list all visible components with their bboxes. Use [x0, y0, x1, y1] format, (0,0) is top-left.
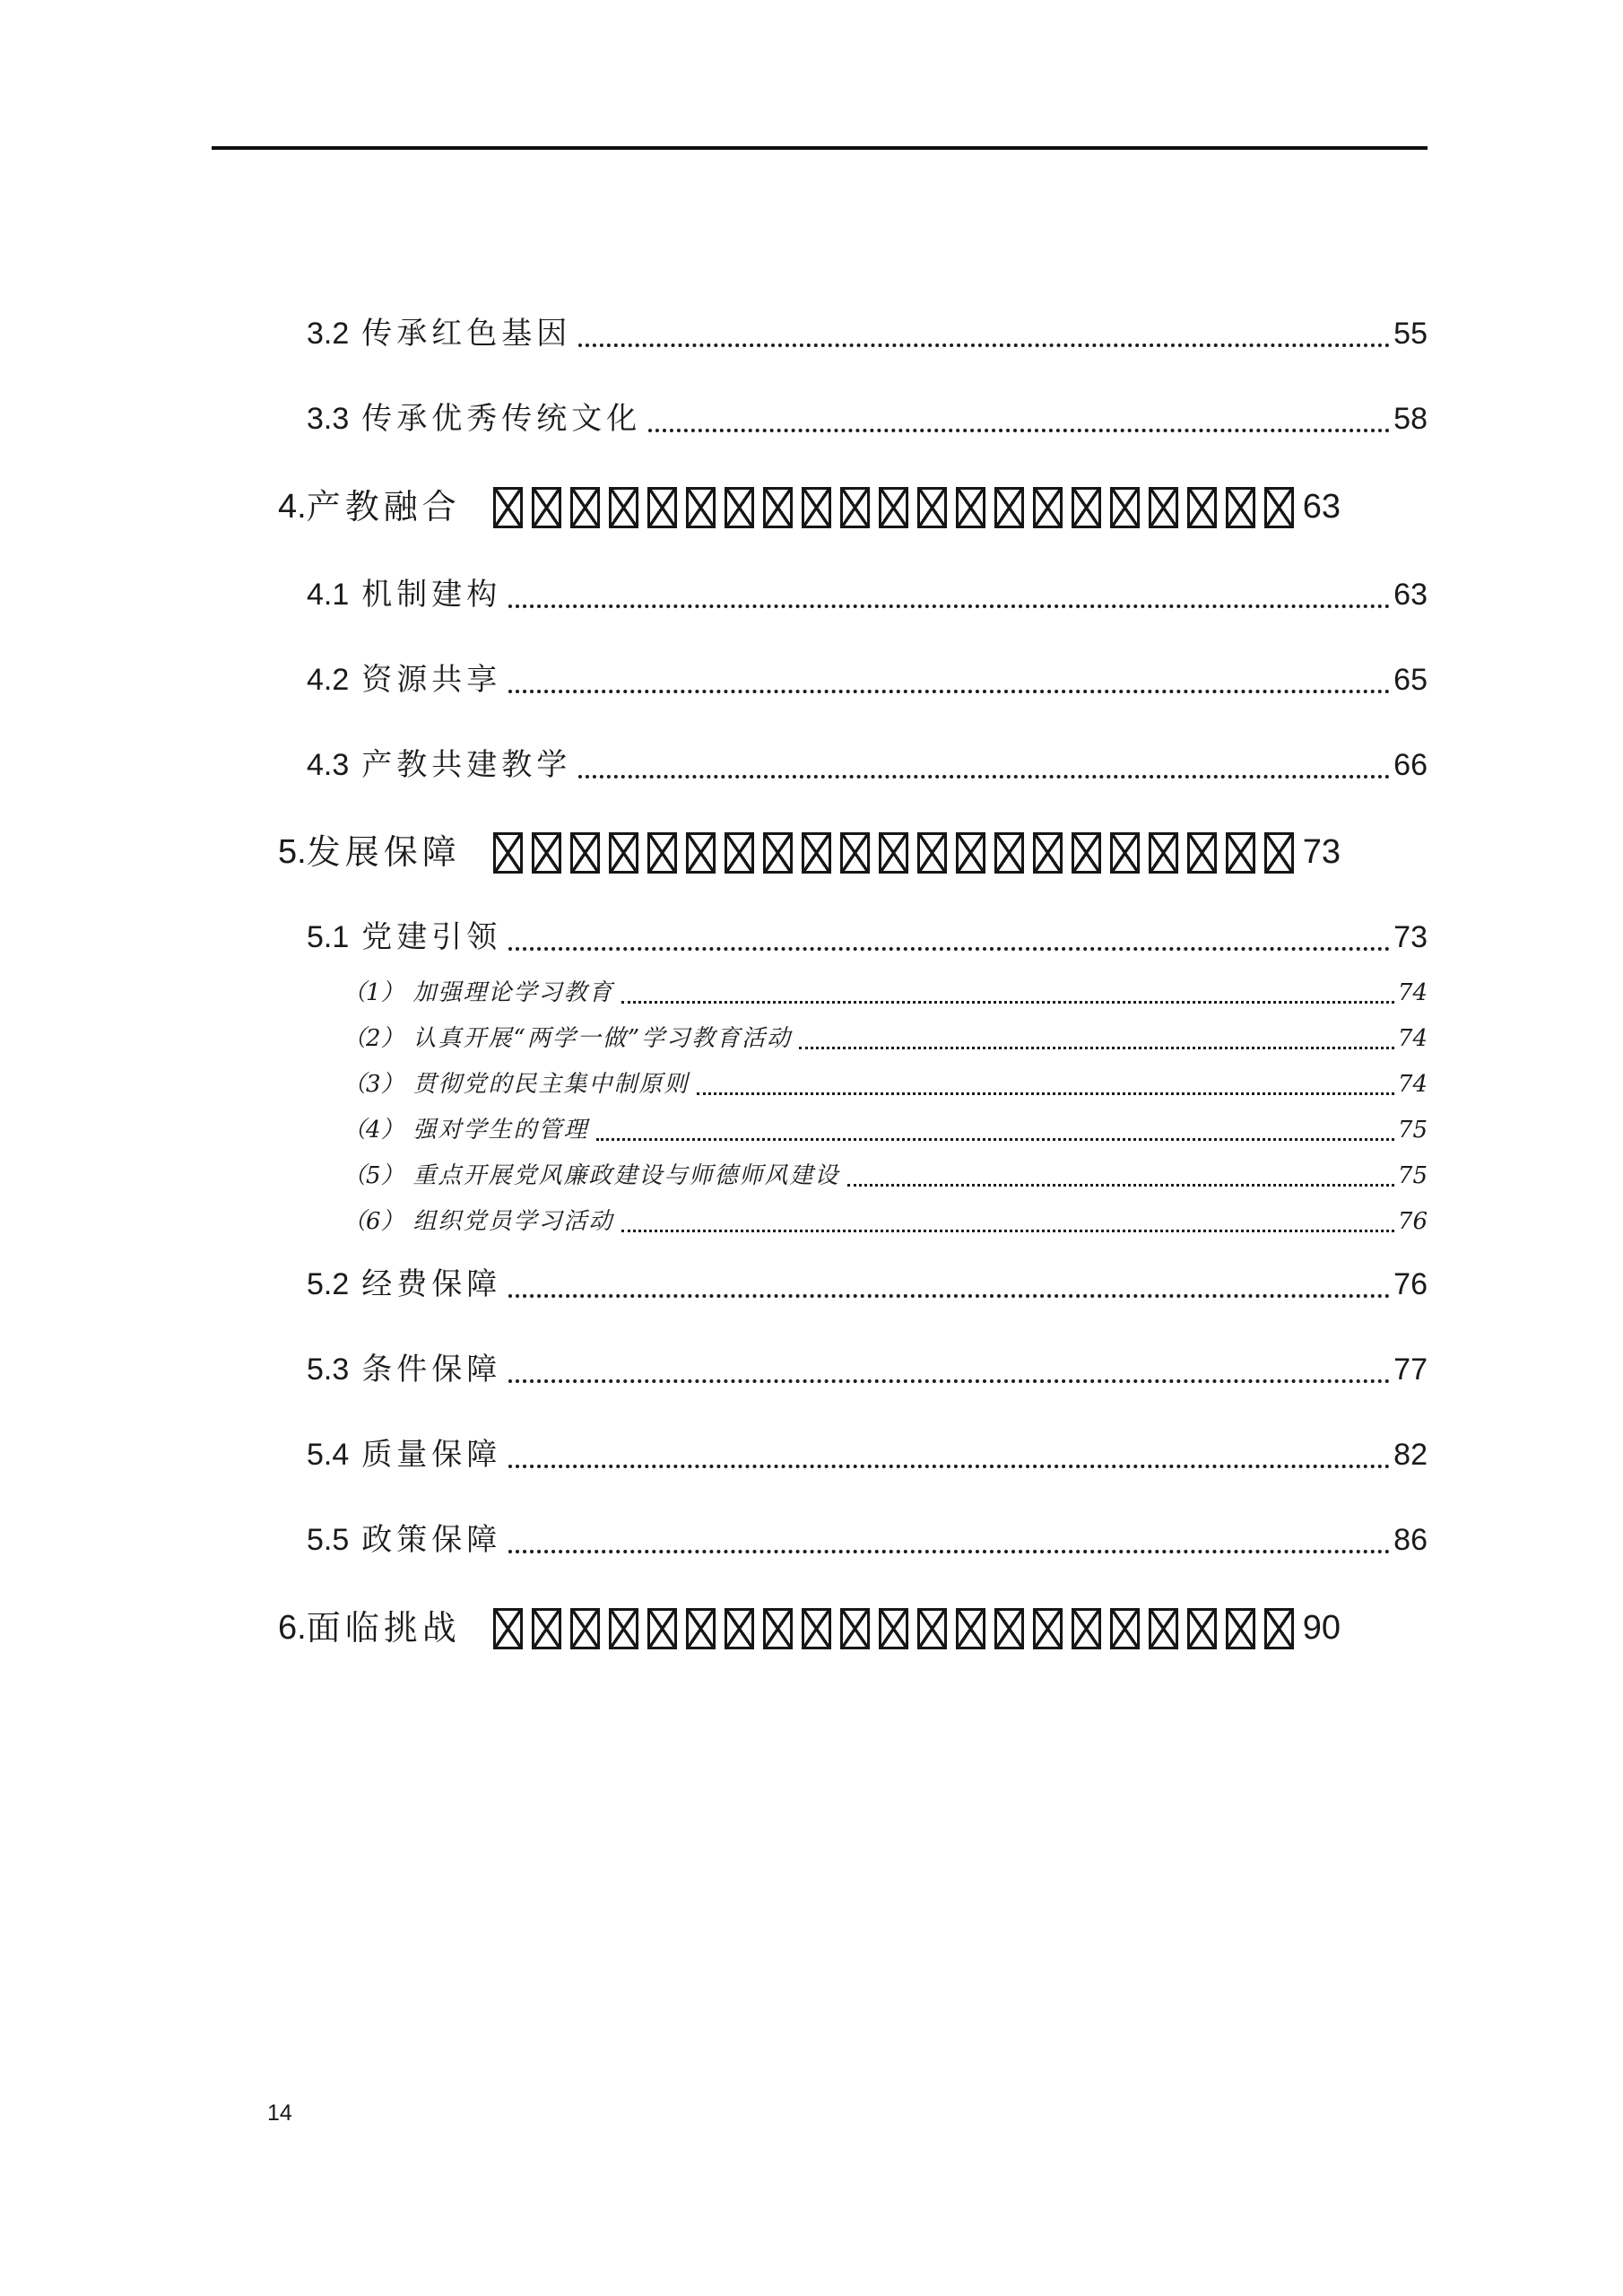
dot-leader [799, 1047, 1394, 1049]
toc-entry[interactable] [307, 660, 1428, 700]
entry-title: 认真开展“两学一做”学习教育活动 [412, 1025, 793, 1052]
entry-title: 机制建构 [361, 577, 502, 613]
entry-title: 强对学生的管理 [412, 1117, 589, 1144]
missing-glyph-box [1187, 1608, 1217, 1649]
entry-page-number: 76 [1397, 1208, 1428, 1235]
dot-leader [508, 947, 1390, 951]
entry-page-number: 75 [1397, 1162, 1428, 1189]
entry-page-number: 58 [1393, 402, 1428, 436]
entry-page-number: 76 [1393, 1267, 1428, 1301]
toc-entry[interactable] [278, 831, 1428, 874]
entry-page-number: 86 [1393, 1523, 1428, 1557]
missing-glyph-box [956, 832, 985, 874]
entry-title: 产教融合 [306, 487, 461, 526]
entry-number: 6. [278, 1609, 307, 1647]
missing-glyph-box [1264, 1608, 1294, 1649]
entry-number: 3.3 [307, 402, 350, 436]
entry-title: 政策保障 [361, 1522, 502, 1558]
entry-title: 加强理论学习教育 [412, 979, 614, 1006]
toc-entry[interactable] [307, 575, 1428, 614]
entry-page-number: 63 [1393, 578, 1428, 612]
entry-title: 重点开展党风廉政建设与师德师风建设 [412, 1162, 840, 1189]
missing-glyph-box [493, 832, 523, 874]
missing-glyph-box [725, 832, 754, 874]
missing-glyph-box [1033, 487, 1063, 528]
entry-number: （3） [343, 1071, 404, 1098]
toc-entry[interactable] [307, 1350, 1428, 1389]
missing-glyph-box [1187, 832, 1217, 874]
entry-title: 产教共建教学 [361, 747, 572, 783]
missing-glyph-box [570, 487, 600, 528]
entry-page-number: 73 [1393, 920, 1428, 954]
dot-leader [508, 1294, 1390, 1298]
entry-title: 传承红色基因 [361, 316, 572, 352]
missing-glyphs-run [493, 1608, 1303, 1649]
missing-glyph-box [1110, 487, 1140, 528]
dot-leader [621, 1230, 1394, 1232]
toc-entry[interactable] [307, 918, 1428, 957]
missing-glyph-box [1072, 487, 1101, 528]
entry-title: 资源共享 [361, 662, 502, 698]
missing-glyph-box [917, 487, 947, 528]
missing-glyph-box [1226, 1608, 1255, 1649]
entry-number: 4.2 [307, 663, 350, 697]
missing-glyph-box [532, 1608, 561, 1649]
missing-glyph-box [917, 832, 947, 874]
entry-title: 传承优秀传统文化 [361, 401, 642, 437]
missing-glyph-box [570, 1608, 600, 1649]
dot-leader [697, 1092, 1394, 1095]
missing-glyph-box [1149, 487, 1178, 528]
entry-number: （1） [343, 979, 404, 1006]
entry-title: 质量保障 [361, 1437, 502, 1473]
dot-leader [508, 1465, 1390, 1468]
missing-glyph-box [879, 1608, 908, 1649]
dot-leader [621, 1001, 1394, 1004]
entry-number: 4. [278, 488, 307, 526]
missing-glyph-box [1033, 1608, 1063, 1649]
toc-entry[interactable] [278, 1606, 1428, 1649]
toc-entry[interactable] [343, 1023, 1428, 1054]
missing-glyph-box [1187, 487, 1217, 528]
missing-glyph-box [1226, 487, 1255, 528]
entry-number: （4） [343, 1117, 404, 1144]
missing-glyph-box [609, 487, 638, 528]
toc-entry[interactable] [343, 1115, 1428, 1145]
entry-title: 贯彻党的民主集中制原则 [412, 1071, 690, 1098]
entry-number: 5.2 [307, 1267, 350, 1301]
dot-leader [847, 1184, 1394, 1187]
toc-entry[interactable] [278, 485, 1428, 528]
entry-title: 面临挑战 [306, 1608, 461, 1648]
missing-glyph-box [493, 1608, 523, 1649]
entry-title: 组织党员学习活动 [412, 1208, 614, 1235]
entry-title: 条件保障 [361, 1352, 502, 1387]
missing-glyph-box [802, 832, 831, 874]
entry-number: （2） [343, 1025, 404, 1052]
entry-page-number: 74 [1397, 979, 1428, 1006]
missing-glyph-box [686, 832, 716, 874]
missing-glyph-box [609, 832, 638, 874]
toc-entry[interactable] [343, 1206, 1428, 1237]
missing-glyph-box [956, 1608, 985, 1649]
missing-glyph-box [763, 487, 793, 528]
missing-glyph-box [840, 487, 870, 528]
missing-glyph-box [1033, 832, 1063, 874]
toc-entry[interactable] [343, 1161, 1428, 1191]
entry-page-number: 55 [1393, 317, 1428, 351]
missing-glyph-box [956, 487, 985, 528]
header-rule [212, 146, 1428, 150]
missing-glyph-box [532, 487, 561, 528]
entry-number: 5.3 [307, 1352, 350, 1387]
entry-number: 3.2 [307, 317, 350, 351]
entry-page-number: 74 [1397, 1071, 1428, 1098]
entry-page-number: 73 [1302, 833, 1341, 871]
page-number-footer: 14 [267, 2100, 292, 2126]
missing-glyph-box [647, 1608, 677, 1649]
dot-leader [596, 1138, 1394, 1141]
toc-entry[interactable] [307, 1435, 1428, 1474]
entry-number: 4.3 [307, 748, 350, 782]
missing-glyph-box [802, 487, 831, 528]
dot-leader [578, 775, 1390, 778]
missing-glyph-box [1072, 832, 1101, 874]
entry-title: 经费保障 [361, 1266, 502, 1302]
entry-number: 5. [278, 833, 307, 871]
missing-glyph-box [840, 1608, 870, 1649]
entry-page-number: 74 [1397, 1025, 1428, 1052]
missing-glyph-box [994, 1608, 1024, 1649]
missing-glyphs-run [493, 832, 1303, 874]
missing-glyph-box [686, 1608, 716, 1649]
missing-glyphs-run [493, 487, 1303, 528]
missing-glyph-box [1110, 832, 1140, 874]
entry-page-number: 65 [1393, 663, 1428, 697]
dot-leader [508, 690, 1390, 693]
entry-number: （5） [343, 1162, 404, 1189]
missing-glyph-box [763, 1608, 793, 1649]
entry-page-number: 75 [1397, 1117, 1428, 1144]
missing-glyph-box [647, 487, 677, 528]
entry-page-number: 63 [1302, 488, 1341, 526]
missing-glyph-box [725, 487, 754, 528]
missing-glyph-box [725, 1608, 754, 1649]
missing-glyph-box [994, 487, 1024, 528]
dot-leader [508, 1379, 1390, 1383]
toc-entry[interactable] [307, 1265, 1428, 1304]
dot-leader [508, 1550, 1390, 1553]
missing-glyph-box [1110, 1608, 1140, 1649]
missing-glyph-box [1149, 1608, 1178, 1649]
missing-glyph-box [917, 1608, 947, 1649]
entry-number: 5.1 [307, 920, 350, 954]
toc-entry[interactable] [343, 1069, 1428, 1100]
entry-title: 发展保障 [306, 832, 461, 872]
missing-glyph-box [1264, 832, 1294, 874]
entry-page-number: 82 [1393, 1438, 1428, 1472]
toc-entry[interactable] [307, 1520, 1428, 1560]
toc-entry[interactable] [343, 978, 1428, 1008]
missing-glyph-box [1226, 832, 1255, 874]
entry-page-number: 77 [1393, 1352, 1428, 1387]
missing-glyph-box [570, 832, 600, 874]
missing-glyph-box [802, 1608, 831, 1649]
missing-glyph-box [686, 487, 716, 528]
missing-glyph-box [879, 832, 908, 874]
table-of-contents [278, 314, 1428, 1649]
missing-glyph-box [609, 1608, 638, 1649]
missing-glyph-box [879, 487, 908, 528]
missing-glyph-box [493, 487, 523, 528]
dot-leader [508, 604, 1390, 608]
missing-glyph-box [763, 832, 793, 874]
dot-leader [578, 344, 1390, 347]
entry-page-number: 90 [1302, 1609, 1341, 1647]
toc-entry[interactable] [307, 399, 1428, 439]
missing-glyph-box [1149, 832, 1178, 874]
missing-glyph-box [532, 832, 561, 874]
entry-number: （6） [343, 1208, 404, 1235]
missing-glyph-box [1072, 1608, 1101, 1649]
missing-glyph-box [840, 832, 870, 874]
missing-glyph-box [1264, 487, 1294, 528]
toc-entry[interactable] [307, 745, 1428, 785]
entry-number: 5.5 [307, 1523, 350, 1557]
entry-number: 4.1 [307, 578, 350, 612]
entry-title: 党建引领 [361, 919, 502, 955]
toc-entry[interactable] [307, 314, 1428, 353]
entry-page-number: 66 [1393, 748, 1428, 782]
missing-glyph-box [647, 832, 677, 874]
entry-number: 5.4 [307, 1438, 350, 1472]
missing-glyph-box [994, 832, 1024, 874]
dot-leader [648, 429, 1390, 432]
